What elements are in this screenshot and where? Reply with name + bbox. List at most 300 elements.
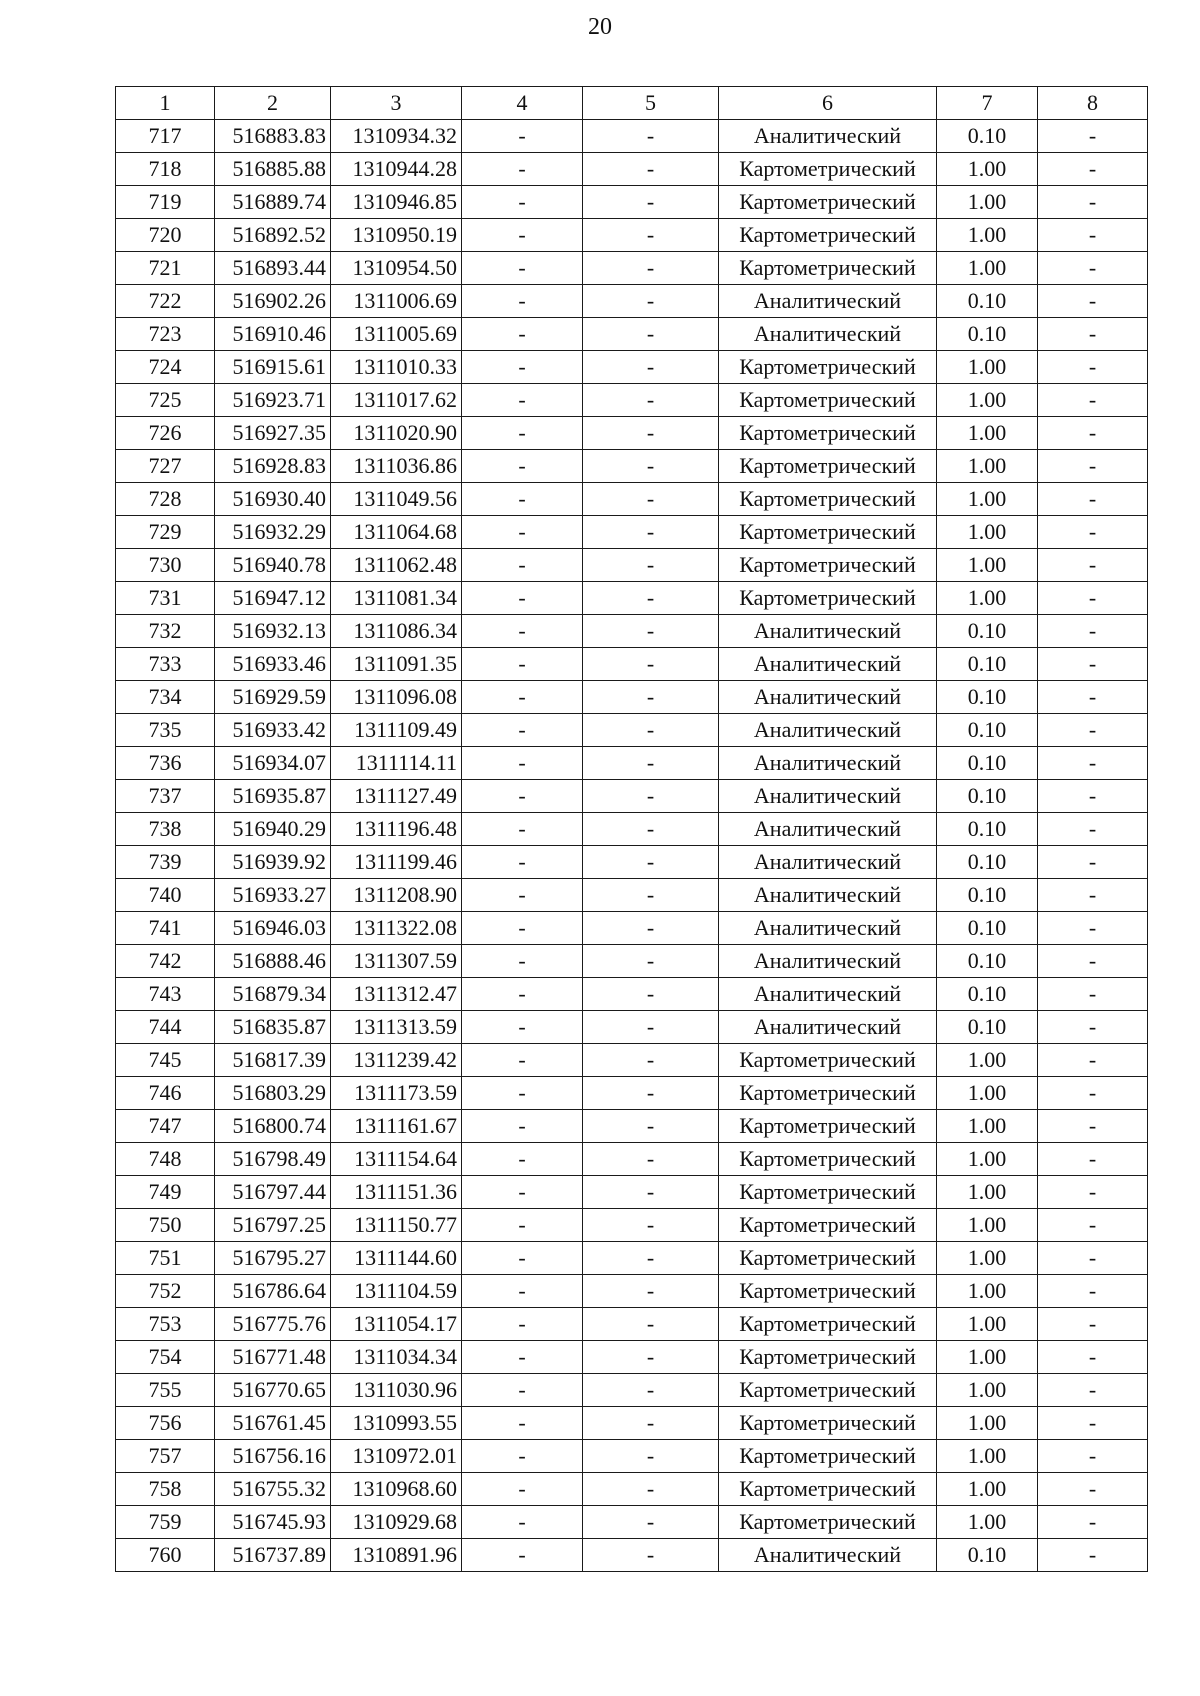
y-coordinate-cell: 1311020.90 bbox=[331, 417, 462, 450]
column-header: 5 bbox=[583, 87, 719, 120]
column-4-cell: - bbox=[462, 945, 583, 978]
point-number-cell: 750 bbox=[116, 1209, 215, 1242]
column-5-cell: - bbox=[583, 1506, 719, 1539]
column-4-cell: - bbox=[462, 318, 583, 351]
column-4-cell: - bbox=[462, 384, 583, 417]
column-4-cell: - bbox=[462, 1275, 583, 1308]
coordinates-table bbox=[115, 86, 1148, 1572]
column-4-cell: - bbox=[462, 912, 583, 945]
column-4-cell: - bbox=[462, 252, 583, 285]
point-number-cell: 724 bbox=[116, 351, 215, 384]
accuracy-cell: 1.00 bbox=[937, 384, 1038, 417]
column-5-cell: - bbox=[583, 351, 719, 384]
accuracy-cell: 1.00 bbox=[937, 1209, 1038, 1242]
column-5-cell: - bbox=[583, 714, 719, 747]
y-coordinate-cell: 1310946.85 bbox=[331, 186, 462, 219]
accuracy-cell: 1.00 bbox=[937, 351, 1038, 384]
column-8-cell: - bbox=[1038, 813, 1148, 846]
column-header: 8 bbox=[1038, 87, 1148, 120]
column-8-cell: - bbox=[1038, 978, 1148, 1011]
column-4-cell: - bbox=[462, 1506, 583, 1539]
column-8-cell: - bbox=[1038, 1374, 1148, 1407]
table-row bbox=[116, 186, 1148, 219]
column-4-cell: - bbox=[462, 978, 583, 1011]
y-coordinate-cell: 1311151.36 bbox=[331, 1176, 462, 1209]
method-cell: Аналитический bbox=[719, 120, 937, 153]
column-header: 7 bbox=[937, 87, 1038, 120]
table-row bbox=[116, 1506, 1148, 1539]
accuracy-cell: 1.00 bbox=[937, 450, 1038, 483]
accuracy-cell: 0.10 bbox=[937, 648, 1038, 681]
method-cell: Аналитический bbox=[719, 648, 937, 681]
y-coordinate-cell: 1311096.08 bbox=[331, 681, 462, 714]
column-5-cell: - bbox=[583, 945, 719, 978]
x-coordinate-cell: 516756.16 bbox=[215, 1440, 331, 1473]
table-row bbox=[116, 1077, 1148, 1110]
y-coordinate-cell: 1311322.08 bbox=[331, 912, 462, 945]
column-4-cell: - bbox=[462, 153, 583, 186]
y-coordinate-cell: 1311307.59 bbox=[331, 945, 462, 978]
column-8-cell: - bbox=[1038, 1044, 1148, 1077]
table-row bbox=[116, 417, 1148, 450]
x-coordinate-cell: 516800.74 bbox=[215, 1110, 331, 1143]
accuracy-cell: 0.10 bbox=[937, 813, 1038, 846]
column-5-cell: - bbox=[583, 1176, 719, 1209]
column-8-cell: - bbox=[1038, 648, 1148, 681]
table-row bbox=[116, 846, 1148, 879]
x-coordinate-cell: 516933.46 bbox=[215, 648, 331, 681]
column-header: 4 bbox=[462, 87, 583, 120]
column-4-cell: - bbox=[462, 1143, 583, 1176]
column-8-cell: - bbox=[1038, 1143, 1148, 1176]
accuracy-cell: 0.10 bbox=[937, 318, 1038, 351]
accuracy-cell: 1.00 bbox=[937, 1308, 1038, 1341]
accuracy-cell: 0.10 bbox=[937, 1539, 1038, 1572]
column-5-cell: - bbox=[583, 384, 719, 417]
accuracy-cell: 1.00 bbox=[937, 483, 1038, 516]
x-coordinate-cell: 516797.25 bbox=[215, 1209, 331, 1242]
column-4-cell: - bbox=[462, 1242, 583, 1275]
y-coordinate-cell: 1310929.68 bbox=[331, 1506, 462, 1539]
column-4-cell: - bbox=[462, 648, 583, 681]
column-8-cell: - bbox=[1038, 1308, 1148, 1341]
method-cell: Картометрический bbox=[719, 1044, 937, 1077]
table-row bbox=[116, 285, 1148, 318]
column-5-cell: - bbox=[583, 153, 719, 186]
column-8-cell: - bbox=[1038, 450, 1148, 483]
table-row bbox=[116, 978, 1148, 1011]
table-row bbox=[116, 582, 1148, 615]
column-5-cell: - bbox=[583, 615, 719, 648]
method-cell: Картометрический bbox=[719, 384, 937, 417]
table-row bbox=[116, 1308, 1148, 1341]
y-coordinate-cell: 1311049.56 bbox=[331, 483, 462, 516]
column-5-cell: - bbox=[583, 813, 719, 846]
point-number-cell: 739 bbox=[116, 846, 215, 879]
x-coordinate-cell: 516885.88 bbox=[215, 153, 331, 186]
column-4-cell: - bbox=[462, 846, 583, 879]
method-cell: Аналитический bbox=[719, 285, 937, 318]
column-4-cell: - bbox=[462, 879, 583, 912]
accuracy-cell: 1.00 bbox=[937, 1242, 1038, 1275]
accuracy-cell: 1.00 bbox=[937, 1143, 1038, 1176]
point-number-cell: 758 bbox=[116, 1473, 215, 1506]
column-4-cell: - bbox=[462, 450, 583, 483]
x-coordinate-cell: 516771.48 bbox=[215, 1341, 331, 1374]
column-5-cell: - bbox=[583, 912, 719, 945]
accuracy-cell: 1.00 bbox=[937, 1044, 1038, 1077]
y-coordinate-cell: 1311036.86 bbox=[331, 450, 462, 483]
accuracy-cell: 0.10 bbox=[937, 615, 1038, 648]
accuracy-cell: 1.00 bbox=[937, 1176, 1038, 1209]
table-row bbox=[116, 879, 1148, 912]
table-row bbox=[116, 1242, 1148, 1275]
table-row bbox=[116, 450, 1148, 483]
column-8-cell: - bbox=[1038, 186, 1148, 219]
point-number-cell: 731 bbox=[116, 582, 215, 615]
method-cell: Картометрический bbox=[719, 483, 937, 516]
y-coordinate-cell: 1311054.17 bbox=[331, 1308, 462, 1341]
x-coordinate-cell: 516795.27 bbox=[215, 1242, 331, 1275]
column-5-cell: - bbox=[583, 648, 719, 681]
point-number-cell: 722 bbox=[116, 285, 215, 318]
accuracy-cell: 0.10 bbox=[937, 120, 1038, 153]
point-number-cell: 747 bbox=[116, 1110, 215, 1143]
column-8-cell: - bbox=[1038, 747, 1148, 780]
x-coordinate-cell: 516934.07 bbox=[215, 747, 331, 780]
method-cell: Аналитический bbox=[719, 681, 937, 714]
column-5-cell: - bbox=[583, 318, 719, 351]
method-cell: Картометрический bbox=[719, 1143, 937, 1176]
column-5-cell: - bbox=[583, 846, 719, 879]
point-number-cell: 732 bbox=[116, 615, 215, 648]
point-number-cell: 719 bbox=[116, 186, 215, 219]
column-8-cell: - bbox=[1038, 1473, 1148, 1506]
column-8-cell: - bbox=[1038, 714, 1148, 747]
point-number-cell: 721 bbox=[116, 252, 215, 285]
table-row bbox=[116, 780, 1148, 813]
column-5-cell: - bbox=[583, 1374, 719, 1407]
point-number-cell: 728 bbox=[116, 483, 215, 516]
accuracy-cell: 1.00 bbox=[937, 1341, 1038, 1374]
column-5-cell: - bbox=[583, 1440, 719, 1473]
column-5-cell: - bbox=[583, 120, 719, 153]
table-row bbox=[116, 351, 1148, 384]
y-coordinate-cell: 1311114.11 bbox=[331, 747, 462, 780]
x-coordinate-cell: 516737.89 bbox=[215, 1539, 331, 1572]
y-coordinate-cell: 1311017.62 bbox=[331, 384, 462, 417]
table-row bbox=[116, 1176, 1148, 1209]
x-coordinate-cell: 516888.46 bbox=[215, 945, 331, 978]
column-5-cell: - bbox=[583, 1209, 719, 1242]
method-cell: Аналитический bbox=[719, 747, 937, 780]
method-cell: Картометрический bbox=[719, 549, 937, 582]
x-coordinate-cell: 516940.29 bbox=[215, 813, 331, 846]
column-4-cell: - bbox=[462, 417, 583, 450]
column-4-cell: - bbox=[462, 813, 583, 846]
column-8-cell: - bbox=[1038, 1407, 1148, 1440]
column-8-cell: - bbox=[1038, 1110, 1148, 1143]
column-4-cell: - bbox=[462, 681, 583, 714]
accuracy-cell: 1.00 bbox=[937, 549, 1038, 582]
column-header: 2 bbox=[215, 87, 331, 120]
column-5-cell: - bbox=[583, 417, 719, 450]
method-cell: Картометрический bbox=[719, 1374, 937, 1407]
method-cell: Картометрический bbox=[719, 582, 937, 615]
point-number-cell: 760 bbox=[116, 1539, 215, 1572]
y-coordinate-cell: 1311030.96 bbox=[331, 1374, 462, 1407]
column-8-cell: - bbox=[1038, 945, 1148, 978]
y-coordinate-cell: 1311006.69 bbox=[331, 285, 462, 318]
x-coordinate-cell: 516930.40 bbox=[215, 483, 331, 516]
method-cell: Аналитический bbox=[719, 813, 937, 846]
column-4-cell: - bbox=[462, 780, 583, 813]
y-coordinate-cell: 1311208.90 bbox=[331, 879, 462, 912]
point-number-cell: 755 bbox=[116, 1374, 215, 1407]
column-4-cell: - bbox=[462, 549, 583, 582]
y-coordinate-cell: 1310993.55 bbox=[331, 1407, 462, 1440]
accuracy-cell: 1.00 bbox=[937, 252, 1038, 285]
point-number-cell: 745 bbox=[116, 1044, 215, 1077]
column-8-cell: - bbox=[1038, 615, 1148, 648]
column-8-cell: - bbox=[1038, 1341, 1148, 1374]
accuracy-cell: 1.00 bbox=[937, 417, 1038, 450]
column-8-cell: - bbox=[1038, 549, 1148, 582]
point-number-cell: 740 bbox=[116, 879, 215, 912]
page-number: 20 bbox=[588, 14, 612, 40]
column-5-cell: - bbox=[583, 1407, 719, 1440]
column-8-cell: - bbox=[1038, 582, 1148, 615]
column-4-cell: - bbox=[462, 582, 583, 615]
column-5-cell: - bbox=[583, 582, 719, 615]
table-row bbox=[116, 1407, 1148, 1440]
column-4-cell: - bbox=[462, 516, 583, 549]
column-4-cell: - bbox=[462, 1044, 583, 1077]
y-coordinate-cell: 1310891.96 bbox=[331, 1539, 462, 1572]
table-row bbox=[116, 681, 1148, 714]
column-5-cell: - bbox=[583, 450, 719, 483]
column-4-cell: - bbox=[462, 1341, 583, 1374]
column-8-cell: - bbox=[1038, 384, 1148, 417]
accuracy-cell: 1.00 bbox=[937, 186, 1038, 219]
accuracy-cell: 1.00 bbox=[937, 1374, 1038, 1407]
accuracy-cell: 1.00 bbox=[937, 1506, 1038, 1539]
method-cell: Аналитический bbox=[719, 1011, 937, 1044]
x-coordinate-cell: 516923.71 bbox=[215, 384, 331, 417]
y-coordinate-cell: 1310950.19 bbox=[331, 219, 462, 252]
column-5-cell: - bbox=[583, 1011, 719, 1044]
x-coordinate-cell: 516755.32 bbox=[215, 1473, 331, 1506]
column-5-cell: - bbox=[583, 1143, 719, 1176]
column-8-cell: - bbox=[1038, 846, 1148, 879]
method-cell: Аналитический bbox=[719, 912, 937, 945]
accuracy-cell: 0.10 bbox=[937, 945, 1038, 978]
accuracy-cell: 0.10 bbox=[937, 846, 1038, 879]
point-number-cell: 748 bbox=[116, 1143, 215, 1176]
column-8-cell: - bbox=[1038, 351, 1148, 384]
y-coordinate-cell: 1311196.48 bbox=[331, 813, 462, 846]
point-number-cell: 733 bbox=[116, 648, 215, 681]
column-5-cell: - bbox=[583, 1539, 719, 1572]
column-4-cell: - bbox=[462, 1539, 583, 1572]
accuracy-cell: 0.10 bbox=[937, 285, 1038, 318]
column-8-cell: - bbox=[1038, 153, 1148, 186]
table-row bbox=[116, 1209, 1148, 1242]
x-coordinate-cell: 516935.87 bbox=[215, 780, 331, 813]
y-coordinate-cell: 1310944.28 bbox=[331, 153, 462, 186]
column-5-cell: - bbox=[583, 1242, 719, 1275]
y-coordinate-cell: 1310972.01 bbox=[331, 1440, 462, 1473]
y-coordinate-cell: 1311313.59 bbox=[331, 1011, 462, 1044]
table-row bbox=[116, 1374, 1148, 1407]
accuracy-cell: 1.00 bbox=[937, 582, 1038, 615]
accuracy-cell: 0.10 bbox=[937, 1011, 1038, 1044]
column-4-cell: - bbox=[462, 1407, 583, 1440]
column-4-cell: - bbox=[462, 714, 583, 747]
column-5-cell: - bbox=[583, 186, 719, 219]
point-number-cell: 742 bbox=[116, 945, 215, 978]
y-coordinate-cell: 1311104.59 bbox=[331, 1275, 462, 1308]
column-5-cell: - bbox=[583, 879, 719, 912]
column-8-cell: - bbox=[1038, 912, 1148, 945]
method-cell: Аналитический bbox=[719, 879, 937, 912]
x-coordinate-cell: 516902.26 bbox=[215, 285, 331, 318]
method-cell: Картометрический bbox=[719, 417, 937, 450]
table-row bbox=[116, 549, 1148, 582]
accuracy-cell: 1.00 bbox=[937, 1275, 1038, 1308]
x-coordinate-cell: 516786.64 bbox=[215, 1275, 331, 1308]
accuracy-cell: 1.00 bbox=[937, 1110, 1038, 1143]
column-8-cell: - bbox=[1038, 285, 1148, 318]
point-number-cell: 730 bbox=[116, 549, 215, 582]
y-coordinate-cell: 1311062.48 bbox=[331, 549, 462, 582]
method-cell: Картометрический bbox=[719, 1407, 937, 1440]
column-5-cell: - bbox=[583, 1110, 719, 1143]
x-coordinate-cell: 516761.45 bbox=[215, 1407, 331, 1440]
method-cell: Картометрический bbox=[719, 1275, 937, 1308]
y-coordinate-cell: 1311091.35 bbox=[331, 648, 462, 681]
method-cell: Картометрический bbox=[719, 1506, 937, 1539]
method-cell: Картометрический bbox=[719, 450, 937, 483]
table-row bbox=[116, 219, 1148, 252]
table-row bbox=[116, 1539, 1148, 1572]
method-cell: Аналитический bbox=[719, 615, 937, 648]
column-4-cell: - bbox=[462, 1308, 583, 1341]
accuracy-cell: 0.10 bbox=[937, 714, 1038, 747]
point-number-cell: 752 bbox=[116, 1275, 215, 1308]
column-8-cell: - bbox=[1038, 1275, 1148, 1308]
column-4-cell: - bbox=[462, 285, 583, 318]
column-4-cell: - bbox=[462, 351, 583, 384]
column-4-cell: - bbox=[462, 219, 583, 252]
y-coordinate-cell: 1311199.46 bbox=[331, 846, 462, 879]
y-coordinate-cell: 1311154.64 bbox=[331, 1143, 462, 1176]
column-5-cell: - bbox=[583, 252, 719, 285]
column-4-cell: - bbox=[462, 1011, 583, 1044]
column-header: 3 bbox=[331, 87, 462, 120]
y-coordinate-cell: 1311034.34 bbox=[331, 1341, 462, 1374]
point-number-cell: 717 bbox=[116, 120, 215, 153]
column-8-cell: - bbox=[1038, 318, 1148, 351]
column-4-cell: - bbox=[462, 1209, 583, 1242]
accuracy-cell: 1.00 bbox=[937, 1473, 1038, 1506]
table-row bbox=[116, 483, 1148, 516]
column-5-cell: - bbox=[583, 1044, 719, 1077]
table-row bbox=[116, 747, 1148, 780]
table-row bbox=[116, 813, 1148, 846]
table-row bbox=[116, 1143, 1148, 1176]
column-5-cell: - bbox=[583, 1341, 719, 1374]
column-5-cell: - bbox=[583, 681, 719, 714]
y-coordinate-cell: 1311010.33 bbox=[331, 351, 462, 384]
y-coordinate-cell: 1311086.34 bbox=[331, 615, 462, 648]
y-coordinate-cell: 1311239.42 bbox=[331, 1044, 462, 1077]
x-coordinate-cell: 516775.76 bbox=[215, 1308, 331, 1341]
column-4-cell: - bbox=[462, 1176, 583, 1209]
column-8-cell: - bbox=[1038, 1539, 1148, 1572]
x-coordinate-cell: 516932.29 bbox=[215, 516, 331, 549]
method-cell: Аналитический bbox=[719, 945, 937, 978]
point-number-cell: 754 bbox=[116, 1341, 215, 1374]
method-cell: Картометрический bbox=[719, 252, 937, 285]
table-row bbox=[116, 1011, 1148, 1044]
method-cell: Аналитический bbox=[719, 978, 937, 1011]
column-4-cell: - bbox=[462, 1110, 583, 1143]
method-cell: Аналитический bbox=[719, 1539, 937, 1572]
x-coordinate-cell: 516927.35 bbox=[215, 417, 331, 450]
accuracy-cell: 0.10 bbox=[937, 780, 1038, 813]
x-coordinate-cell: 516883.83 bbox=[215, 120, 331, 153]
column-4-cell: - bbox=[462, 483, 583, 516]
x-coordinate-cell: 516928.83 bbox=[215, 450, 331, 483]
point-number-cell: 729 bbox=[116, 516, 215, 549]
y-coordinate-cell: 1311150.77 bbox=[331, 1209, 462, 1242]
point-number-cell: 738 bbox=[116, 813, 215, 846]
point-number-cell: 746 bbox=[116, 1077, 215, 1110]
y-coordinate-cell: 1311005.69 bbox=[331, 318, 462, 351]
method-cell: Картометрический bbox=[719, 1308, 937, 1341]
y-coordinate-cell: 1311109.49 bbox=[331, 714, 462, 747]
table-row bbox=[116, 120, 1148, 153]
table-row bbox=[116, 516, 1148, 549]
method-cell: Аналитический bbox=[719, 318, 937, 351]
point-number-cell: 753 bbox=[116, 1308, 215, 1341]
table-row bbox=[116, 1473, 1148, 1506]
y-coordinate-cell: 1311161.67 bbox=[331, 1110, 462, 1143]
column-5-cell: - bbox=[583, 219, 719, 252]
point-number-cell: 736 bbox=[116, 747, 215, 780]
x-coordinate-cell: 516933.27 bbox=[215, 879, 331, 912]
column-8-cell: - bbox=[1038, 780, 1148, 813]
y-coordinate-cell: 1311144.60 bbox=[331, 1242, 462, 1275]
accuracy-cell: 0.10 bbox=[937, 681, 1038, 714]
accuracy-cell: 1.00 bbox=[937, 1077, 1038, 1110]
column-5-cell: - bbox=[583, 549, 719, 582]
table-row bbox=[116, 1044, 1148, 1077]
method-cell: Картометрический bbox=[719, 1209, 937, 1242]
point-number-cell: 725 bbox=[116, 384, 215, 417]
table-row bbox=[116, 252, 1148, 285]
column-5-cell: - bbox=[583, 483, 719, 516]
x-coordinate-cell: 516940.78 bbox=[215, 549, 331, 582]
point-number-cell: 743 bbox=[116, 978, 215, 1011]
column-8-cell: - bbox=[1038, 1176, 1148, 1209]
method-cell: Картометрический bbox=[719, 1110, 937, 1143]
point-number-cell: 727 bbox=[116, 450, 215, 483]
column-8-cell: - bbox=[1038, 219, 1148, 252]
x-coordinate-cell: 516889.74 bbox=[215, 186, 331, 219]
column-8-cell: - bbox=[1038, 417, 1148, 450]
